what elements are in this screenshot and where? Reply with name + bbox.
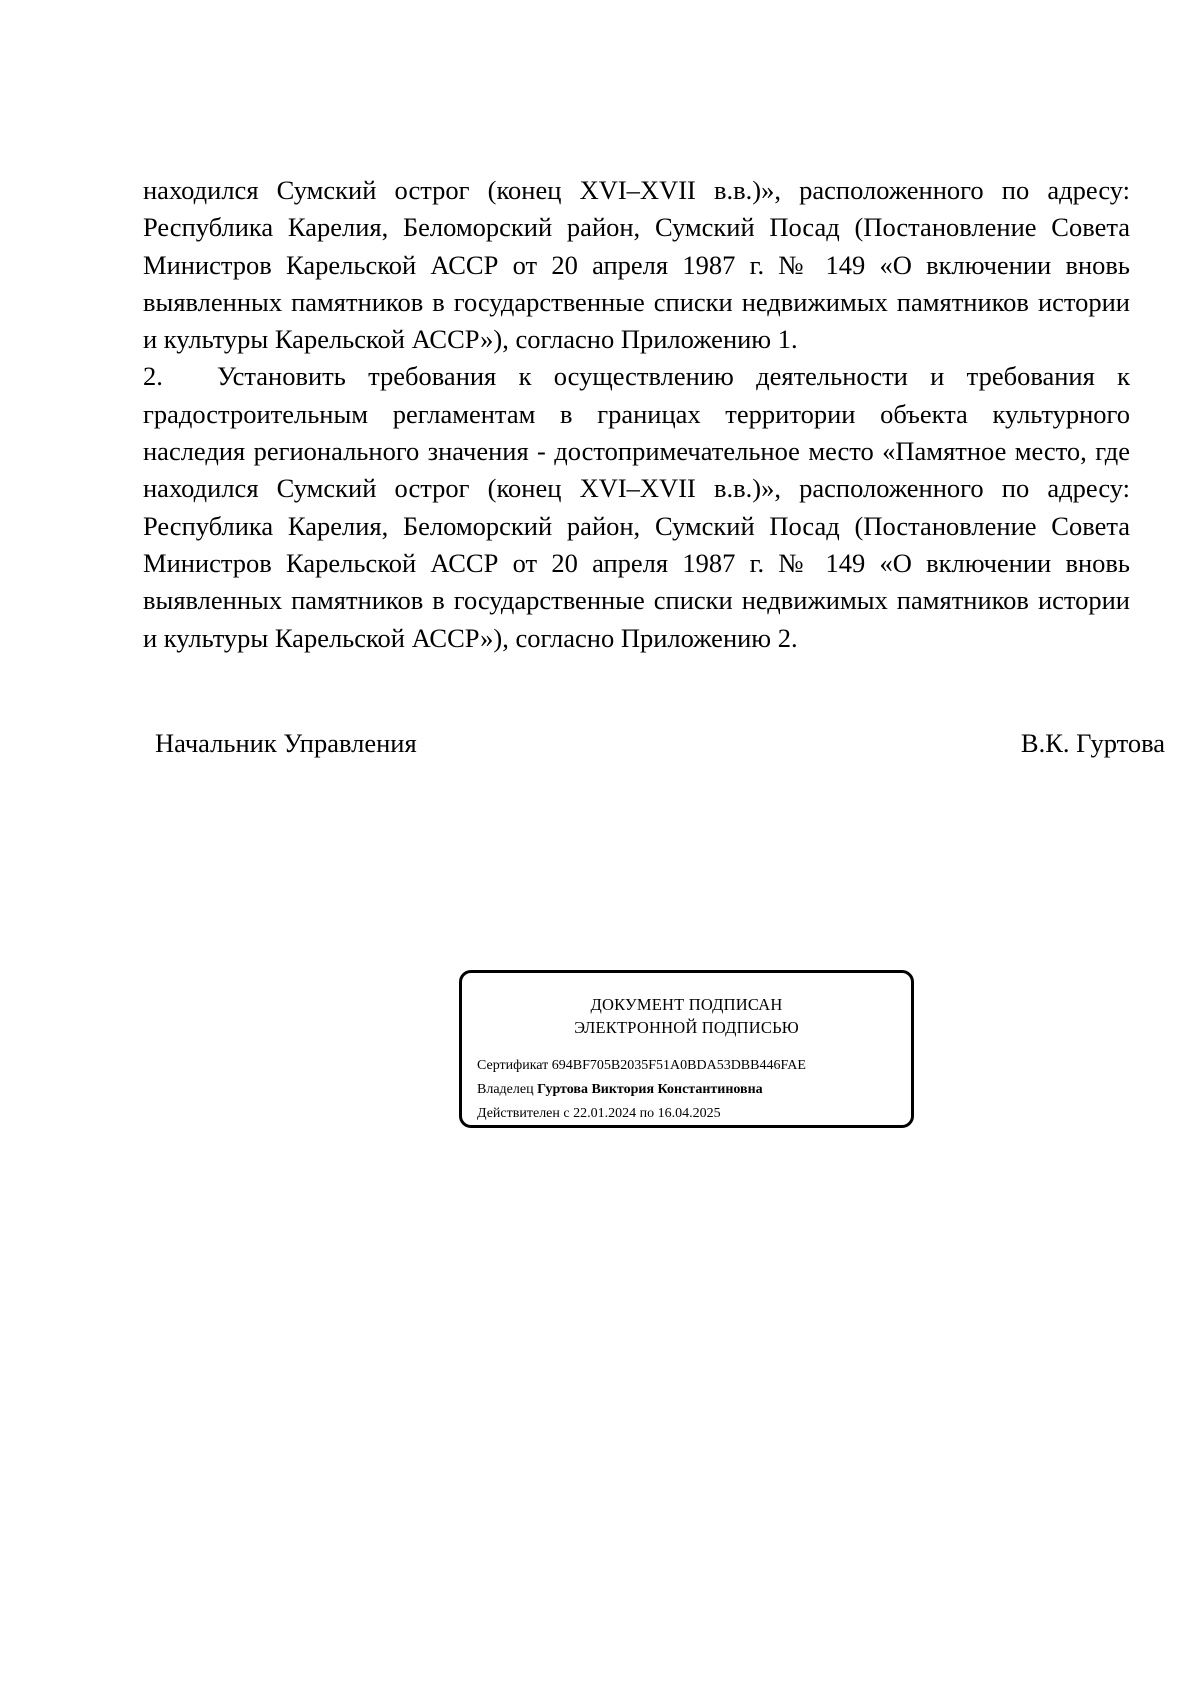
certificate-label: Сертификат <box>477 1058 549 1073</box>
stamp-heading <box>462 993 911 1039</box>
valid-from-label: Действителен с <box>477 1106 570 1121</box>
paragraph-continuation: находился Сумский острог (конец XVI–XVII в.в.)», расположенного по адресу: Республика Карелия, Беломорский район, Сумский Посад (Постановление Совета Министров Карельской АССР от 20 апреля 1987 г. № 149 «О включении вновь выявленных памятников в государственные списки недвижимых памятников истории и культуры Карельской АССР»), согласно Приложению 1. <box>143 175 1130 355</box>
validity-row <box>477 1102 806 1126</box>
paragraph-item-2 <box>143 358 1130 656</box>
owner-label: Владелец <box>477 1082 534 1097</box>
signatory-title: Начальник Управления <box>155 728 417 758</box>
valid-from-date: 22.01.2024 <box>573 1106 637 1121</box>
paragraph-text: Установить требования к осуществлению деятельности и требования к градостроительным регламентам в границах территории объекта культурного наследия регионального значения - достопримечательное место «Памятное место, где находился Сумский острог (конец XVI–XVII в.в.)», расположенного по адресу: Республика Карелия, Беломорский район, Сумский Посад (Постановление Совета Министров Карельской АССР от 20 апреля 1987 г. № 149 «О включении вновь выявленных памятников в государственные списки недвижимых памятников истории и культуры Карельской АССР»), согласно Приложению 2. <box>143 361 1130 653</box>
signatory-name: В.К. Гуртова <box>1020 728 1165 758</box>
paragraph-number: 2. <box>143 361 163 392</box>
owner-row <box>477 1078 806 1102</box>
stamp-heading-line-1: ДОКУМЕНТ ПОДПИСАН <box>590 995 783 1014</box>
certificate-value: 694BF705B2035F51A0BDA53DBB446FAE <box>551 1058 806 1073</box>
valid-to-label: по <box>639 1106 655 1121</box>
electronic-signature-stamp <box>459 970 914 1128</box>
stamp-heading-line-2: ЭЛЕКТРОННОЙ ПОДПИСЬЮ <box>574 1018 799 1037</box>
document-body <box>143 172 1130 657</box>
valid-to-date: 16.04.2025 <box>657 1106 721 1121</box>
owner-value: Гуртова Виктория Константиновна <box>537 1082 763 1097</box>
certificate-row <box>477 1054 806 1078</box>
stamp-details <box>477 1054 806 1126</box>
